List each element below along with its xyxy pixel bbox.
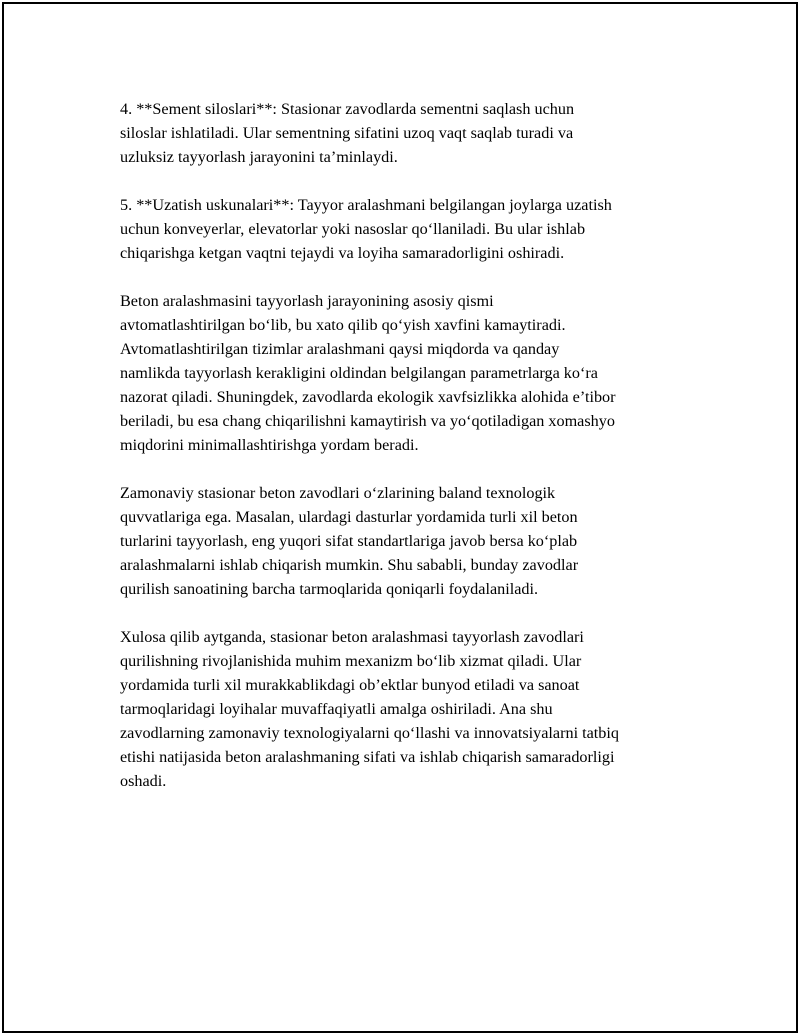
text-line: nazorat qiladi. Shuningdek, zavodlarda ekologik xavfsizlikka alohida e’tibor bbox=[120, 388, 616, 406]
text-line: etishi natijasida beton aralashmaning sifati va ishlab chiqarish samaradorligi bbox=[120, 748, 615, 766]
paragraph-uzatish-uskunalari bbox=[120, 193, 690, 265]
text-line: namlikda tayyorlash kerakligini oldindan belgilangan parametrlarga ko‘ra bbox=[120, 364, 598, 382]
text-line: qurilish sanoatining barcha tarmoqlarida qoniqarli foydalaniladi. bbox=[120, 580, 539, 598]
text-line: Xulosa qilib aytganda, stasionar beton aralashmasi tayyorlash zavodlari bbox=[120, 628, 584, 646]
paragraph-zamonaviy-zavodlar bbox=[120, 481, 690, 601]
text-line: quvvatlariga ega. Masalan, ulardagi dasturlar yordamida turli xil beton bbox=[120, 508, 578, 526]
text-line: siloslar ishlatiladi. Ular sementning sifatini uzoq vaqt saqlab turadi va bbox=[120, 124, 574, 142]
paragraph-avtomatlashtirish bbox=[120, 289, 690, 457]
text-line: Avtomatlashtirilgan tizimlar aralashmani qaysi miqdorda va qanday bbox=[120, 340, 560, 358]
text-line: tarmoqlaridagi loyihalar muvaffaqiyatli amalga oshiriladi. Ana shu bbox=[120, 700, 553, 718]
text-line: Beton aralashmasini tayyorlash jarayonining asosiy qismi bbox=[120, 292, 494, 310]
paragraph-xulosa bbox=[120, 625, 690, 793]
text-line: aralashmalarni ishlab chiqarish mumkin. Shu sababli, bunday zavodlar bbox=[120, 556, 579, 574]
text-line: qurilishning rivojlanishida muhim mexanizm bo‘lib xizmat qiladi. Ular bbox=[120, 652, 582, 670]
document-page bbox=[2, 2, 798, 1033]
text-line: uchun konveyerlar, elevatorlar yoki nasoslar qo‘llaniladi. Bu ular ishlab bbox=[120, 220, 586, 238]
text-line: avtomatlashtirilgan bo‘lib, bu xato qilib qo‘yish xavfini kamaytiradi. bbox=[120, 316, 566, 334]
paragraph-sement-siloslari bbox=[120, 97, 690, 169]
text-line: turlarini tayyorlash, eng yuqori sifat standartlariga javob bersa ko‘plab bbox=[120, 532, 578, 550]
text-line: 5. **Uzatish uskunalari**: Tayyor aralashmani belgilangan joylarga uzatish bbox=[120, 196, 612, 214]
text-line: 4. **Sement siloslari**: Stasionar zavodlarda sementni saqlash uchun bbox=[120, 100, 575, 118]
document-body bbox=[120, 97, 690, 817]
text-line: yordamida turli xil murakkablikdagi ob’ektlar bunyod etiladi va sanoat bbox=[120, 676, 580, 694]
text-line: zavodlarning zamonaviy texnologiyalarni qo‘llashi va innovatsiyalarni tatbiq bbox=[120, 724, 619, 742]
text-line: Zamonaviy stasionar beton zavodlari o‘zlarining baland texnologik bbox=[120, 484, 556, 502]
text-line: uzluksiz tayyorlash jarayonini ta’minlaydi. bbox=[120, 148, 398, 166]
text-line: oshadi. bbox=[120, 772, 167, 790]
text-line: beriladi, bu esa chang chiqarilishni kamaytirish va yo‘qotiladigan xomashyo bbox=[120, 412, 615, 430]
text-line: miqdorini minimallashtirishga yordam beradi. bbox=[120, 436, 419, 454]
text-line: chiqarishga ketgan vaqtni tejaydi va loyiha samaradorligini oshiradi. bbox=[120, 244, 565, 262]
